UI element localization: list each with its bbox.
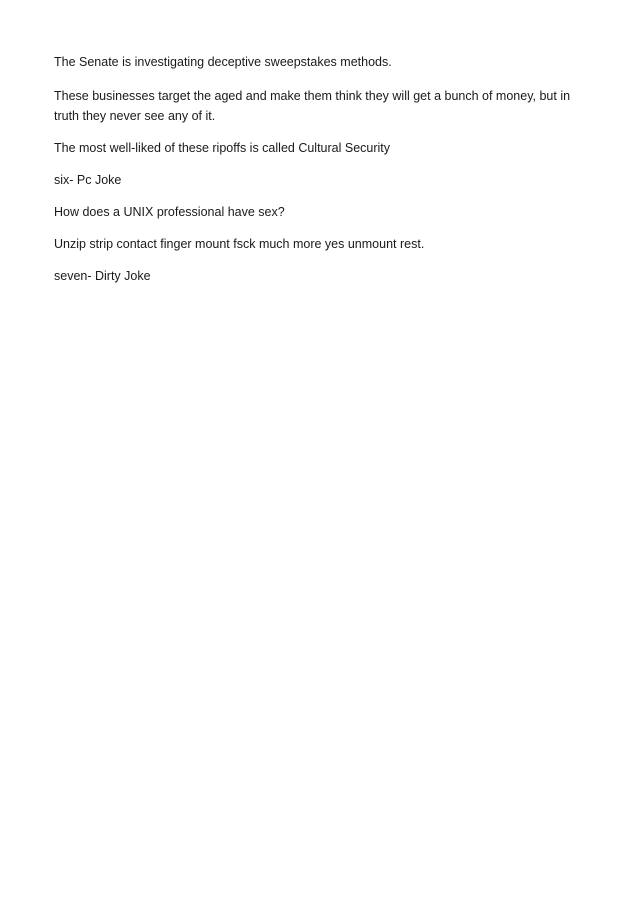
paragraph-businesses: These businesses target the aged and make them think they will get a bunch of money, but in truth they never see any of it.: [54, 89, 571, 123]
paragraph-senate: The Senate is investigating deceptive sweepstakes methods.: [54, 55, 392, 69]
paragraph-unix-answer: Unzip strip contact finger mount fsck much more yes unmount rest.: [54, 237, 425, 251]
paragraph-unix-question: How does a UNIX professional have sex?: [54, 205, 285, 219]
paragraph-pc-joke-heading: six- Pc Joke: [54, 173, 122, 187]
paragraph-ripoffs: The most well-liked of these ripoffs is called Cultural Security: [54, 141, 391, 155]
paragraph-dirty-joke-heading: seven- Dirty Joke: [54, 269, 151, 283]
document-body: [54, 52, 594, 286]
